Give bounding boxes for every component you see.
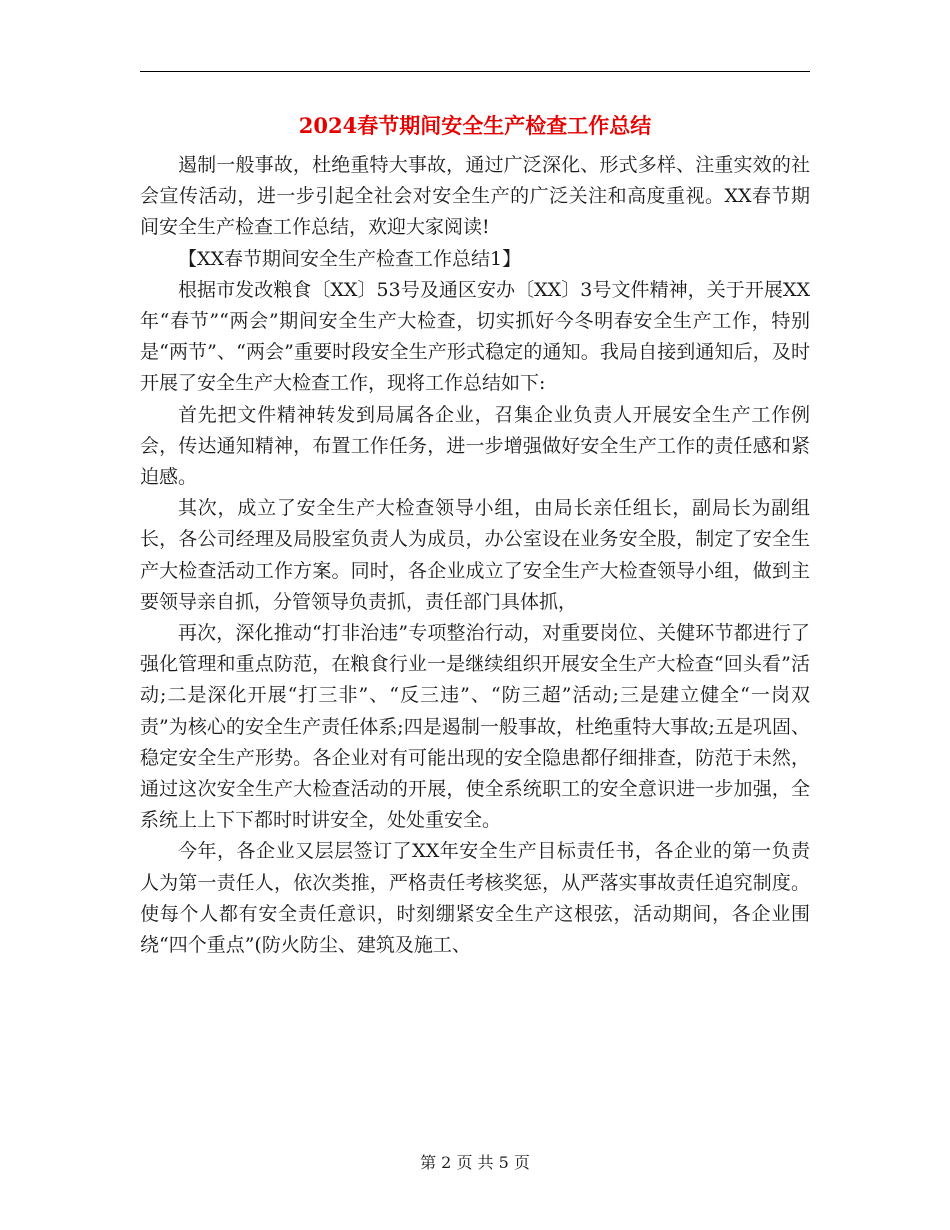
paragraph: 其次，成立了安全生产大检查领导小组，由局长亲任组长，副局长为副组长，各公司经理及局股室负责人为成员，办公室设在业务安全股，制定了安全生产大检查活动工作方案。同时，各企业成立了安全生产大检查领导小组，做到主要领导亲自抓，分管领导负责抓，责任部门具体抓， xyxy=(140,497,810,613)
paragraph: 再次，深化推动“打非治违”专项整治行动，对重要岗位、关健环节都进行了强化管理和重点防范，在粮食行业一是继续组织开展安全生产大检查“回头看”活动;二是深化开展“打三非”、“反三违”、“防三超”活动;三是建立健全“一岗双责”为核心的安全生产责任体系;四是遏制一般事故，杜绝重特大事故;五是巩固、稳定安全生产形势。各企业对有可能出现的安全隐患都仔细排查，防范于未然，通过这次安全生产大检查活动的开展，使全系统职工的安全意识进一步加强，全系统上上下下都时时讲安全，处处重安全。 xyxy=(140,622,810,832)
paragraph: 首先把文件精神转发到局属各企业，召集企业负责人开展安全生产工作例会，传达通知精神，布置工作任务，进一步增强做好安全生产工作的责任感和紧迫感。 xyxy=(140,403,810,489)
paragraph-intro: 遏制一般事故，杜绝重特大事故，通过广泛深化、形式多样、注重实效的社会宣传活动，进一步引起全社会对安全生产的广泛关注和高度重视。XX春节期间安全生产检查工作总结，欢迎大家阅读! xyxy=(140,154,810,239)
page-number-footer: 第 2 页 共 5 页 xyxy=(420,1153,530,1172)
paragraph: 根据市发改粮食〔XX〕53号及通区安办〔XX〕3号文件精神，关于开展XX年“春节”“两会”期间安全生产大检查，切实抓好今冬明春安全生产工作，特别是“两节”、“两会”重要时段安全生产形式稳定的通知。我局自接到通知后，及时开展了安全生产大检查工作，现将工作总结如下: xyxy=(140,278,810,395)
document-title: 2024春节期间安全生产检查工作总结 xyxy=(298,113,652,138)
paragraph-section-heading: 【XX春节期间安全生产检查工作总结1】 xyxy=(178,247,522,270)
header-rule xyxy=(140,71,810,72)
paragraph: 今年，各企业又层层签订了XX年安全生产目标责任书，各企业的第一负责人为第一责任人，依次类推，严格责任考核奖惩，从严落实事故责任追究制度。使每个人都有安全责任意识，时刻绷紧安全生产这根弦，活动期间，各企业围绕“四个重点”(防火防尘、建筑及施工、 xyxy=(140,840,810,957)
document-body xyxy=(140,150,810,961)
